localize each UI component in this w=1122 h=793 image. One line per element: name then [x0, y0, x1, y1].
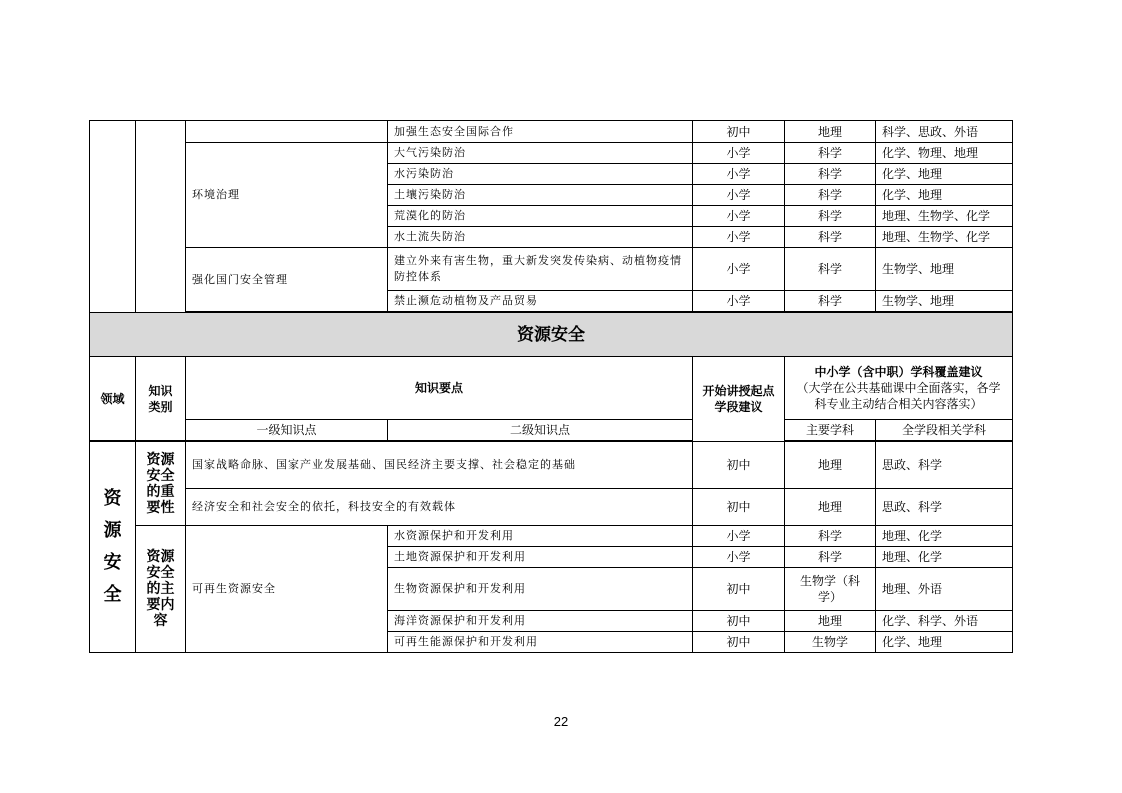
l2-cell: 建立外来有害生物，重大新发突发传染病、动植物疫情防控体系	[388, 248, 693, 291]
l2-cell: 海洋资源保护和开发利用	[388, 611, 693, 632]
stage-cell: 初中	[693, 632, 785, 653]
main-subject-cell: 科学	[785, 143, 876, 164]
header-l2: 二级知识点	[388, 420, 693, 441]
l2-cell: 荒漠化的防治	[388, 206, 693, 227]
stage-cell: 小学	[693, 164, 785, 185]
header-row	[90, 357, 1013, 420]
l2-cell: 水污染防治	[388, 164, 693, 185]
l2-cell: 禁止濒危动植物及产品贸易	[388, 291, 693, 312]
related-subject-cell: 生物学、地理	[876, 248, 1013, 291]
main-subject-cell: 生物学（科学）	[785, 568, 876, 611]
stage-cell: 小学	[693, 248, 785, 291]
main-subject-cell: 科学	[785, 547, 876, 568]
related-subject-cell: 化学、科学、外语	[876, 611, 1013, 632]
related-subject-cell: 科学、思政、外语	[876, 121, 1013, 143]
l1-cell: 可再生资源安全	[186, 526, 388, 653]
related-subject-cell: 化学、地理	[876, 632, 1013, 653]
stage-cell: 初中	[693, 442, 785, 489]
stage-cell: 初中	[693, 611, 785, 632]
l1-cell: 强化国门安全管理	[186, 248, 388, 312]
related-subject-cell: 生物学、地理	[876, 291, 1013, 312]
table-row	[90, 442, 1013, 489]
header-category: 知识类别	[136, 357, 186, 441]
related-subject-cell: 地理、生物学、化学	[876, 206, 1013, 227]
header-row	[90, 420, 1013, 441]
section-title: 资源安全	[90, 313, 1013, 357]
l2-cell: 可再生能源保护和开发利用	[388, 632, 693, 653]
main-subject-cell: 地理	[785, 121, 876, 143]
header-related: 全学段相关学科	[876, 420, 1013, 441]
main-subject-cell: 科学	[785, 227, 876, 248]
table-row	[90, 248, 1013, 291]
header-coverage-title: 中小学（含中职）学科覆盖建议	[814, 365, 983, 379]
related-subject-cell: 地理、化学	[876, 526, 1013, 547]
header-coverage-note: （大学在公共基础课中全面落实，各学科专业主动结合相关内容落实）	[796, 381, 1001, 411]
related-subject-cell: 地理、生物学、化学	[876, 227, 1013, 248]
main-subject-cell: 科学	[785, 248, 876, 291]
table-row	[90, 489, 1013, 526]
header-coverage	[785, 357, 1013, 420]
table-row	[90, 526, 1013, 547]
stage-cell: 初中	[693, 568, 785, 611]
l1-cell-empty	[186, 121, 388, 143]
table-row	[90, 143, 1013, 164]
related-subject-cell: 化学、地理	[876, 164, 1013, 185]
related-subject-cell: 化学、地理	[876, 185, 1013, 206]
l2-cell: 水土流失防治	[388, 227, 693, 248]
related-subject-cell: 地理、外语	[876, 568, 1013, 611]
stage-cell: 小学	[693, 547, 785, 568]
related-subject-cell: 地理、化学	[876, 547, 1013, 568]
domain-cell-empty	[90, 121, 136, 313]
l1-cell: 经济安全和社会安全的依托，科技安全的有效载体	[186, 489, 693, 526]
related-subject-cell: 化学、物理、地理	[876, 143, 1013, 164]
main-subject-cell: 地理	[785, 442, 876, 489]
l2-cell: 土壤污染防治	[388, 185, 693, 206]
stage-cell: 小学	[693, 206, 785, 227]
l2-cell: 加强生态安全国际合作	[388, 121, 693, 143]
l1-cell: 环境治理	[186, 143, 388, 248]
category-cell-empty	[136, 121, 186, 313]
related-subject-cell: 思政、科学	[876, 489, 1013, 526]
main-subject-cell: 科学	[785, 291, 876, 312]
stage-cell: 小学	[693, 143, 785, 164]
stage-cell: 小学	[693, 185, 785, 206]
main-subject-cell: 生物学	[785, 632, 876, 653]
main-subject-cell: 地理	[785, 489, 876, 526]
l2-cell: 土地资源保护和开发利用	[388, 547, 693, 568]
stage-cell: 小学	[693, 227, 785, 248]
main-subject-cell: 科学	[785, 526, 876, 547]
domain-cell	[90, 442, 136, 653]
main-subject-cell: 科学	[785, 206, 876, 227]
stage-cell: 初中	[693, 489, 785, 526]
l2-cell: 大气污染防治	[388, 143, 693, 164]
table-row	[90, 121, 1013, 143]
page-number: 22	[553, 714, 569, 729]
section-row	[90, 313, 1013, 357]
knowledge-table	[89, 120, 1013, 653]
main-subject-cell: 科学	[785, 164, 876, 185]
main-subject-cell: 地理	[785, 611, 876, 632]
stage-cell: 小学	[693, 526, 785, 547]
header-l1: 一级知识点	[186, 420, 388, 441]
main-subject-cell: 科学	[785, 185, 876, 206]
category-cell: 资源安全的主要内容	[136, 526, 186, 653]
stage-cell: 初中	[693, 121, 785, 143]
header-domain: 领域	[90, 357, 136, 441]
domain-name-vertical: 资 源 安 全	[103, 488, 122, 605]
header-points: 知识要点	[186, 357, 693, 420]
l2-cell: 水资源保护和开发利用	[388, 526, 693, 547]
stage-cell: 小学	[693, 291, 785, 312]
l2-cell: 生物资源保护和开发利用	[388, 568, 693, 611]
header-main: 主要学科	[785, 420, 876, 441]
l1-cell: 国家战略命脉、国家产业发展基础、国民经济主要支撑、社会稳定的基础	[186, 442, 693, 489]
header-stage: 开始讲授起点学段建议	[693, 357, 785, 442]
category-cell: 资源安全的重要性	[136, 442, 186, 526]
related-subject-cell: 思政、科学	[876, 442, 1013, 489]
